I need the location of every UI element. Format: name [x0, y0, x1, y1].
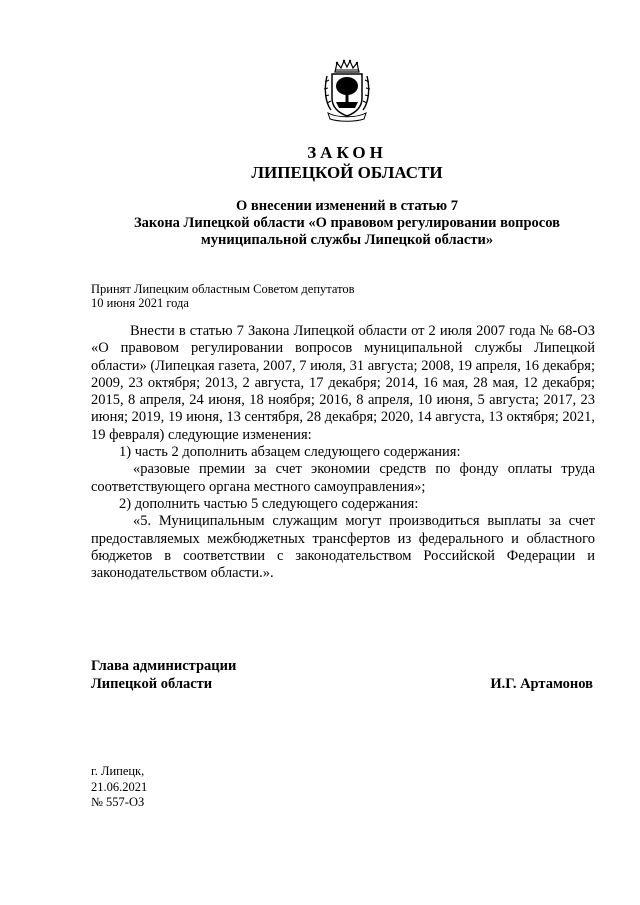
law-title-line1: ЗАКОН: [307, 143, 387, 162]
lipetsk-coat-of-arms-icon: [322, 58, 372, 122]
footer-date: 21.06.2021: [91, 779, 148, 794]
body-quote-1: «разовые премии за счет экономии средств по фонду оплаты труда соответствующего органа местного самоуправления»;: [91, 461, 595, 495]
law-title-line2: ЛИПЕЦКОЙ ОБЛАСТИ: [251, 163, 443, 182]
signatory-position-line2: Липецкой области: [91, 676, 213, 692]
law-subject-line2: Закона Липецкой области «О правовом регулировании вопросов: [134, 215, 560, 231]
adoption-note: [91, 282, 491, 310]
law-subject: [100, 198, 594, 249]
adoption-body: Принят Липецким областным Советом депутатов: [91, 282, 355, 296]
body-item-1: 1) часть 2 дополнить абзацем следующего содержания:: [119, 444, 461, 461]
signatory-name: И.Г. Артамонов: [490, 676, 593, 692]
footer-number: № 557-ОЗ: [91, 795, 145, 809]
law-title: [0, 143, 640, 183]
adoption-date: 10 июня 2021 года: [91, 296, 189, 310]
law-body: [91, 323, 595, 582]
document-footer: [91, 764, 291, 811]
law-subject-line3: муниципальной службы Липецкой области»: [200, 232, 494, 248]
signature-block: [91, 657, 595, 693]
footer-city: г. Липецк,: [91, 764, 145, 778]
signatory-position-line1: Глава администрации: [91, 658, 237, 674]
law-subject-line1: О внесении изменений в статью 7: [235, 198, 459, 214]
body-item-2: 2) дополнить частью 5 следующего содержания:: [119, 495, 419, 512]
body-intro-paragraph: Внести в статью 7 Закона Липецкой области от 2 июля 2007 года № 68-ОЗ «О правовом регулировании вопросов муниципальной службы Липецкой области» (Липецкая газета, 2007, 7 июля, 31 августа; 2008, 19 апреля, 16 декабря; 2009, 23 октября; 2013, 2 августа, 17 декабря; 2014, 16 мая, 28 мая, 12 декабря; 2015, 8 апреля, 24 июня, 18 ноября; 2016, 8 апреля, 10 июня, 5 августа; 2017, 23 июня; 2019, 19 июня, 13 сентября, 28 декабря; 2020, 14 августа, 13 октября; 2021, 19 февраля) следующие изменения:: [91, 323, 595, 443]
body-quote-2: «5. Муниципальным служащим могут производиться выплаты за счет предоставляемых межбюджетных трансфертов из федерального и областного бюджетов в соответствии с законодательством Российской Федерации и законодательством области.».: [91, 513, 595, 582]
